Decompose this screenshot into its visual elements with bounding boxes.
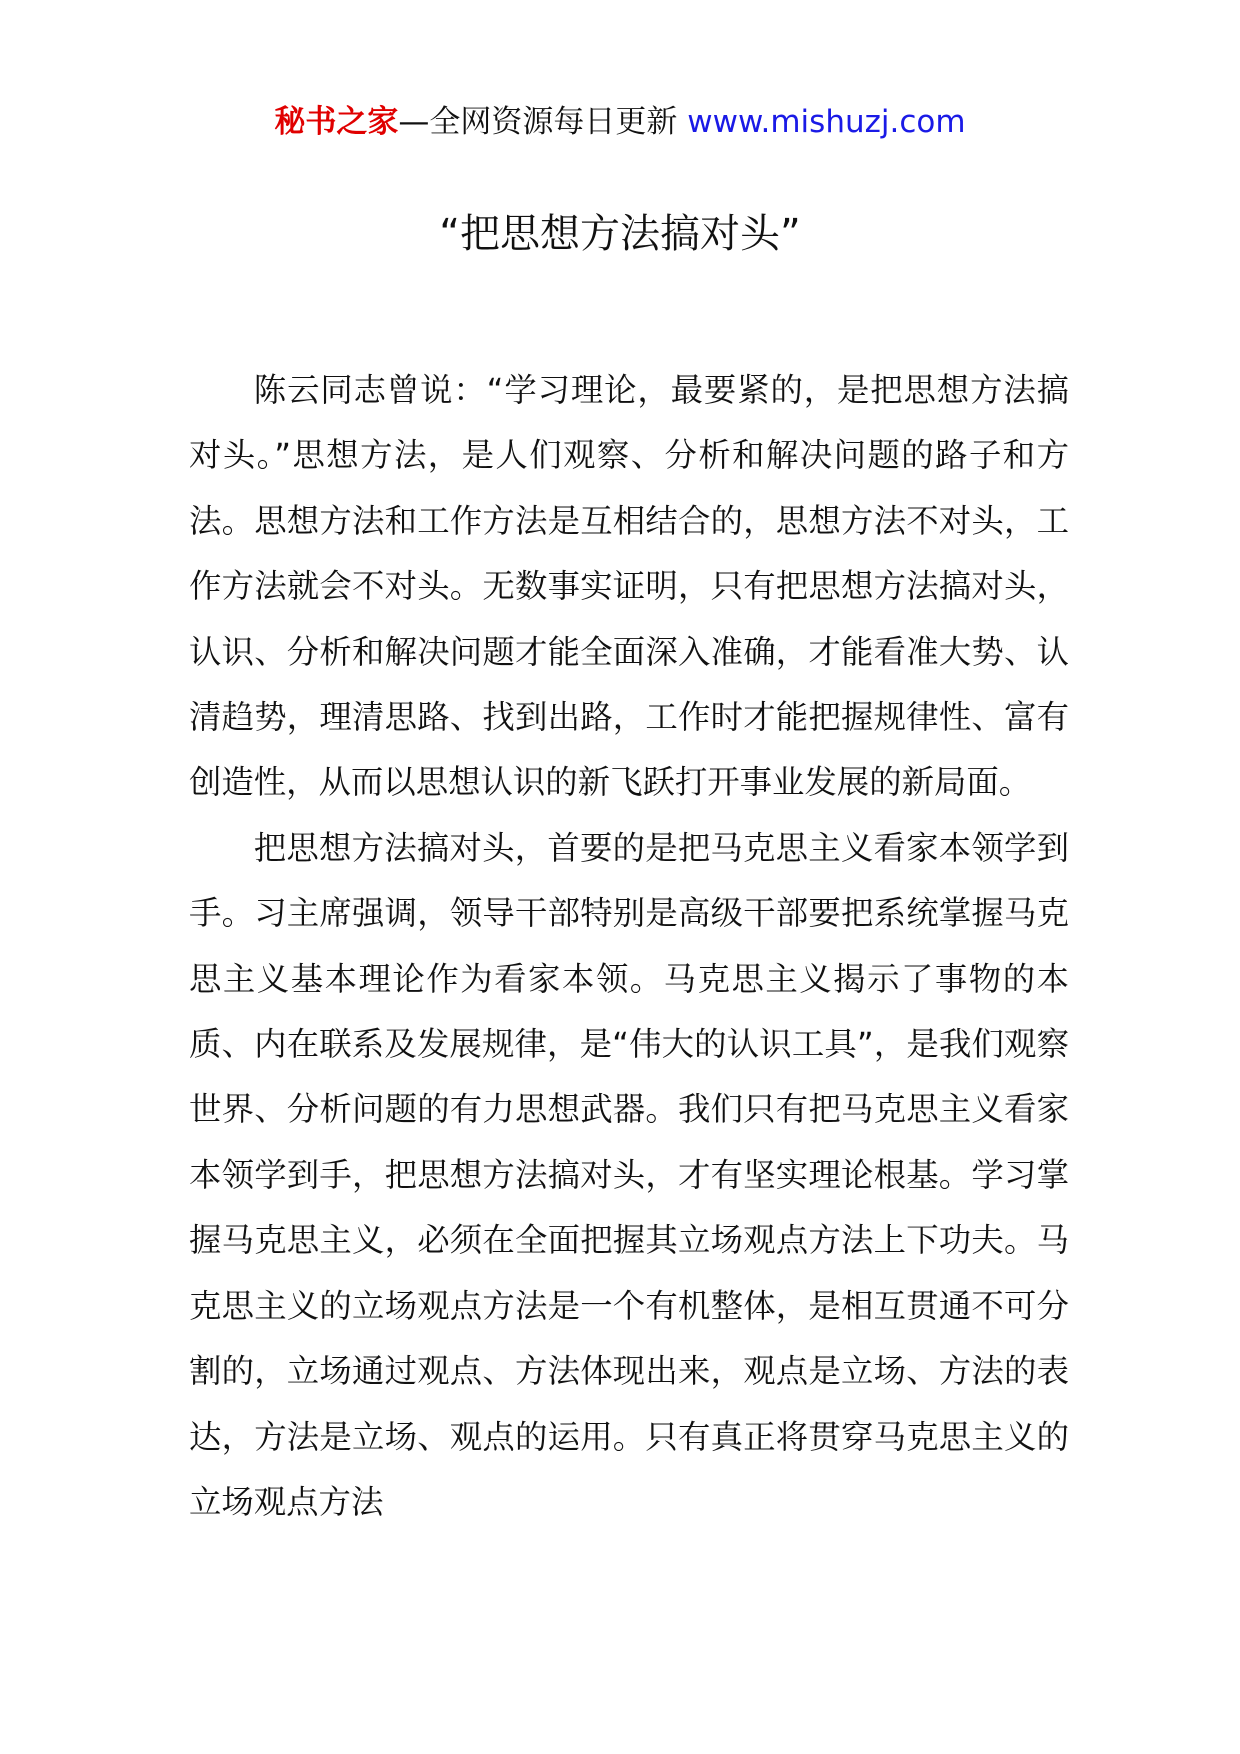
site-header [0,100,1240,144]
site-slogan: —全网资源每日更新 [398,104,688,140]
site-url-link[interactable]: www.mishuzj.com [687,104,966,140]
document-body [189,358,1069,1535]
paragraph-1: 陈云同志曾说：“学习理论，最要紧的，是把思想方法搞对头。”思想方法，是人们观察、分析和解决问题的路子和方法。思想方法和工作方法是互相结合的，思想方法不对头，工作方法就会不对头。无数事实证明，只有把思想方法搞对头，认识、分析和解决问题才能全面深入准确，才能看准大势、认清趋势，理清思路、找到出路，工作时才能把握规律性、富有创造性，从而以思想认识的新飞跃打开事业发展的新局面。 [189,371,1069,802]
document-title: “把思想方法搞对头” [439,211,801,257]
site-brand: 秘书之家 [274,104,399,140]
paragraph-2: 把思想方法搞对头，首要的是把马克思主义看家本领学到手。习主席强调，领导干部特别是高级干部要把系统掌握马克思主义基本理论作为看家本领。马克思主义揭示了事物的本质、内在联系及发展规律，是“伟大的认识工具”，是我们观察世界、分析问题的有力思想武器。我们只有把马克思主义看家本领学到手，把思想方法搞对头，才有坚实理论根基。学习掌握马克思主义，必须在全面把握其立场观点方法上下功夫。马克思主义的立场观点方法是一个有机整体，是相互贯通不可分割的，立场通过观点、方法体现出来，观点是立场、方法的表达，方法是立场、观点的运用。只有真正将贯穿马克思主义的立场观点方法 [189,828,1069,1521]
